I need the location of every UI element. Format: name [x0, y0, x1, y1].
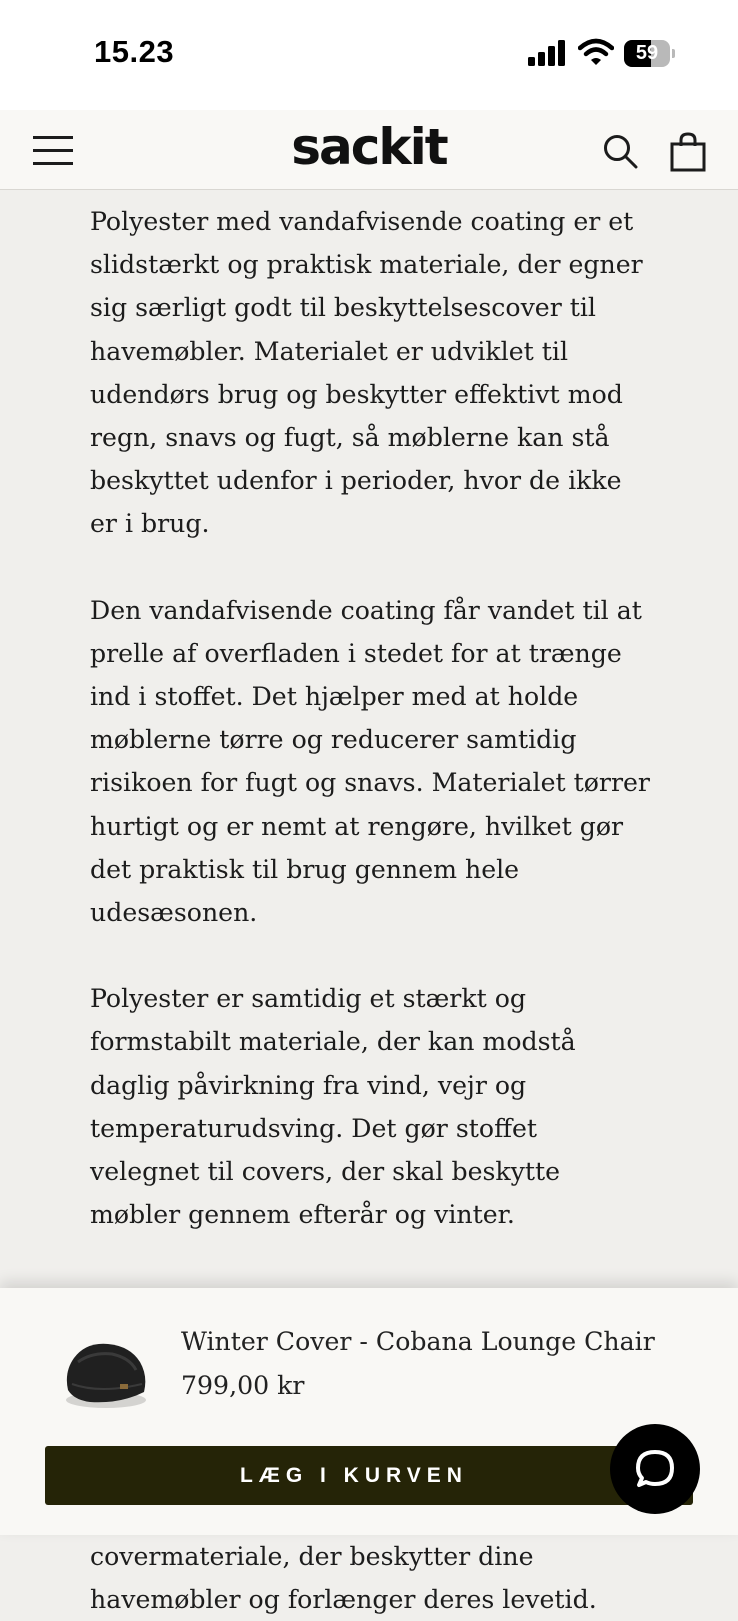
product-price: 799,00 kr [181, 1371, 305, 1400]
status-bar [0, 0, 738, 110]
chat-bubble-icon [634, 1448, 676, 1490]
product-description [90, 200, 650, 1236]
signal-icon [528, 40, 568, 66]
battery-level: 59 [635, 42, 659, 64]
status-time: 15.23 [94, 34, 175, 69]
description-paragraph: Den vandafvisende coating får vandet til at prelle af overfladen i stedet for at trænge ind i stoffet. Det hjælper med at holde møblerne tørre og reducerer samtidig risikoen for fugt og snavs. Materialet tørrer hurtigt og er nemt at rengøre, hvilket gør det praktisk til brug gennem hele udesæsonen. [90, 595, 650, 928]
site-header [0, 110, 738, 190]
wifi-icon [578, 38, 614, 66]
site-logo[interactable]: sackit [291, 118, 447, 176]
product-name: Winter Cover - Cobana Lounge Chair [181, 1327, 655, 1356]
description-paragraph: Polyester er samtidig et stærkt og formstabilt materiale, der kan modstå daglig påvirkning fra vind, vejr og temperaturudsving. Det gør stoffet velegnet til covers, der skal beskytte møbler gennem efterår og vinter. [90, 984, 576, 1230]
description-paragraph-continued: covermateriale, der beskytter dine havemøbler og forlænger deres levetid. [90, 1542, 597, 1615]
search-icon[interactable] [603, 134, 639, 170]
add-to-cart-button[interactable]: LÆG I KURVEN [45, 1446, 693, 1505]
chat-button[interactable] [610, 1424, 700, 1514]
cart-icon[interactable] [670, 132, 706, 172]
product-thumbnail[interactable] [60, 1332, 150, 1412]
description-paragraph: Polyester med vandafvisende coating er et slidstærkt og praktisk materiale, der egner sig særligt godt til beskyttelsescover til havemøbler. Materialet er udviklet til udendørs brug og beskytter effektivt mod regn, snavs og fugt, så møblerne kan stå beskyttet udenfor i perioder, hvor de ikke er i brug. [90, 207, 643, 539]
battery-icon [624, 40, 676, 67]
